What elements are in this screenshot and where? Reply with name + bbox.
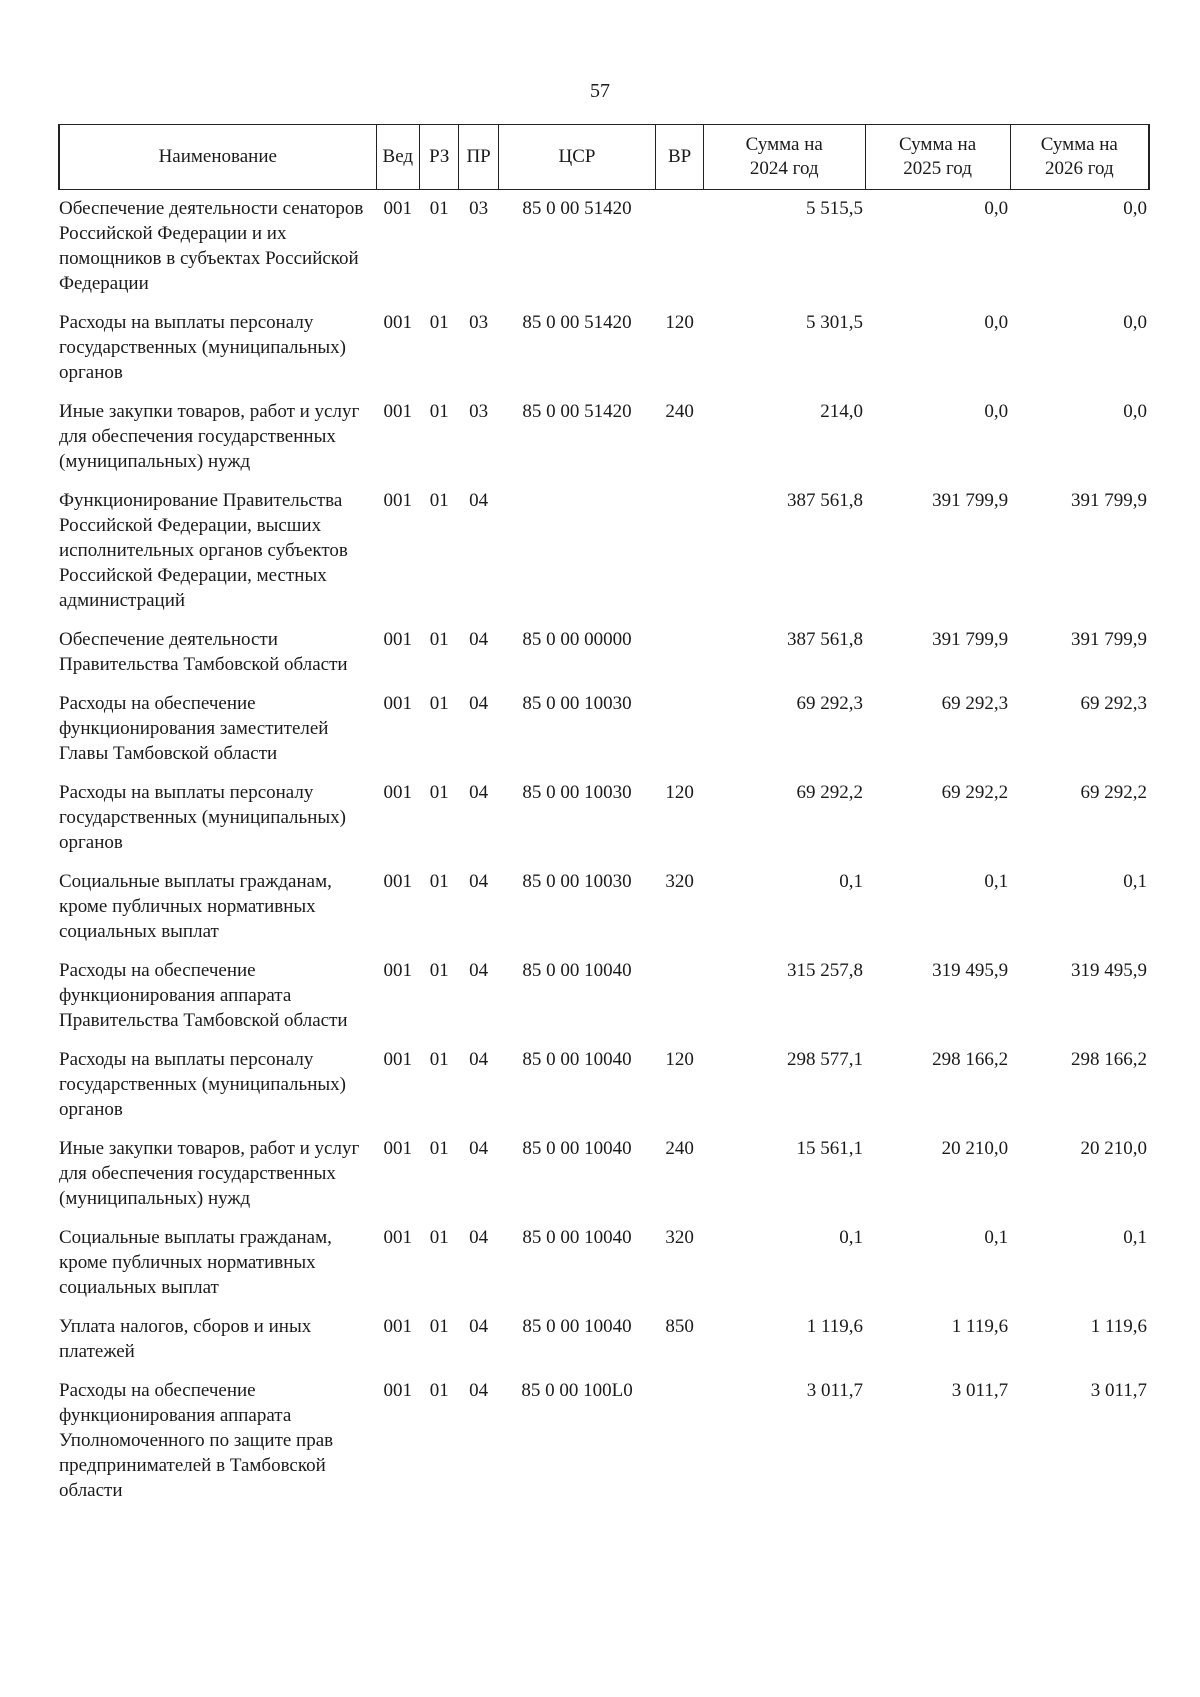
cell-csr: 85 0 00 00000 (522, 629, 632, 650)
cell-rz: 01 (429, 693, 449, 714)
cell-ved: 001 (383, 198, 413, 219)
cell-csr: 85 0 00 10040 (522, 1138, 632, 1159)
cell-vr: 240 (665, 401, 694, 422)
table-row (59, 1130, 1149, 1219)
cell-rz: 01 (429, 1380, 449, 1401)
cell-pr: 04 (469, 693, 489, 714)
header-sum-2025 (865, 125, 1010, 190)
cell-ved: 001 (383, 1316, 413, 1337)
cell-name: Уплата налогов, сборов и иных платежей (59, 1316, 312, 1362)
cell-vr: 120 (665, 1049, 694, 1070)
cell-ved: 001 (383, 312, 413, 333)
header-sum-2025-line2: 2025 год (903, 158, 972, 179)
cell-ved: 001 (383, 1138, 413, 1159)
cell-name: Расходы на обеспечение функционирования аппарата Уполномоченного по защите прав предпринимателей в Тамбовской области (59, 1380, 334, 1501)
cell-pr: 04 (469, 629, 489, 650)
header-sum-2026 (1010, 125, 1149, 190)
table-row (59, 1041, 1149, 1130)
cell-vr (656, 621, 704, 685)
table-body (59, 190, 1149, 1512)
cell-ved: 001 (383, 782, 413, 803)
cell-sum-2025: 1 119,6 (951, 1316, 1009, 1337)
cell-csr: 85 0 00 10040 (522, 960, 632, 981)
page-number: 57 (590, 80, 610, 102)
cell-name: Иные закупки товаров, работ и услуг для обеспечения государственных (муниципальных) нужд (59, 401, 360, 472)
header-sum-2026-line2: 2026 год (1044, 158, 1114, 179)
header-sum-2024-line2: 2024 год (749, 158, 819, 179)
cell-name: Функционирование Правительства Российской Федерации, высших исполнительных органов субъектов Российской Федерации, местных администраций (59, 490, 348, 611)
cell-sum-2024: 0,1 (839, 1227, 864, 1248)
cell-sum-2024: 387 561,8 (787, 490, 864, 511)
cell-ved: 001 (383, 401, 413, 422)
cell-sum-2025: 0,1 (984, 871, 1009, 892)
cell-sum-2024: 3 011,7 (806, 1380, 864, 1401)
cell-pr: 03 (469, 198, 489, 219)
cell-rz: 01 (429, 629, 449, 650)
cell-vr (656, 190, 704, 305)
cell-sum-2026: 298 166,2 (1071, 1049, 1147, 1070)
cell-pr: 03 (469, 312, 489, 333)
header-csr: ЦСР (498, 125, 655, 190)
header-sum-2026-line1: Сумма на (1040, 134, 1118, 155)
cell-vr (656, 952, 704, 1041)
cell-sum-2026: 391 799,9 (1071, 629, 1147, 650)
cell-ved: 001 (383, 629, 413, 650)
table-row (59, 1219, 1149, 1308)
cell-sum-2026: 0,1 (1123, 1227, 1147, 1248)
cell-sum-2024: 69 292,2 (796, 782, 864, 803)
cell-sum-2026: 69 292,2 (1080, 782, 1147, 803)
header-sum-2025-line1: Сумма на (898, 134, 977, 155)
table-row (59, 393, 1149, 482)
cell-rz: 01 (429, 1227, 449, 1248)
cell-sum-2024: 1 119,6 (806, 1316, 864, 1337)
cell-rz: 01 (429, 960, 449, 981)
cell-vr: 320 (665, 871, 694, 892)
cell-ved: 001 (383, 693, 413, 714)
header-sum-2024 (703, 125, 865, 190)
cell-pr: 04 (469, 1380, 489, 1401)
cell-csr: 85 0 00 51420 (522, 198, 632, 219)
cell-csr: 85 0 00 10030 (522, 782, 632, 803)
cell-vr: 240 (665, 1138, 694, 1159)
cell-sum-2025: 319 495,9 (932, 960, 1009, 981)
cell-csr: 85 0 00 100L0 (521, 1380, 633, 1401)
cell-csr: 85 0 00 51420 (522, 312, 632, 333)
cell-sum-2025: 0,0 (984, 401, 1009, 422)
cell-csr (498, 482, 655, 621)
cell-ved: 001 (383, 1227, 413, 1248)
cell-sum-2024: 298 577,1 (787, 1049, 864, 1070)
cell-sum-2025: 0,0 (984, 312, 1009, 333)
cell-pr: 04 (469, 782, 489, 803)
cell-name: Иные закупки товаров, работ и услуг для обеспечения государственных (муниципальных) нужд (59, 1138, 360, 1209)
cell-sum-2024: 5 301,5 (806, 312, 864, 333)
table-row (59, 1372, 1149, 1511)
cell-sum-2026: 69 292,3 (1080, 693, 1147, 714)
table-row (59, 621, 1149, 685)
cell-sum-2025: 0,0 (984, 198, 1009, 219)
cell-sum-2026: 391 799,9 (1071, 490, 1147, 511)
cell-csr: 85 0 00 10030 (522, 693, 632, 714)
cell-name: Обеспечение деятельности Правительства Тамбовской области (59, 629, 348, 675)
cell-sum-2026: 20 210,0 (1080, 1138, 1147, 1159)
cell-vr (656, 685, 704, 774)
header-sum-2024-line1: Сумма на (745, 134, 823, 155)
table-row (59, 1308, 1149, 1372)
cell-vr: 120 (665, 782, 694, 803)
cell-sum-2025: 0,1 (984, 1227, 1009, 1248)
cell-ved: 001 (383, 1049, 413, 1070)
table-row (59, 304, 1149, 393)
cell-vr: 120 (665, 312, 694, 333)
cell-sum-2025: 20 210,0 (941, 1138, 1009, 1159)
cell-sum-2024: 315 257,8 (787, 960, 864, 981)
cell-sum-2024: 5 515,5 (806, 198, 864, 219)
cell-csr: 85 0 00 10030 (522, 871, 632, 892)
cell-name: Расходы на выплаты персоналу государственных (муниципальных) органов (59, 782, 346, 853)
cell-name: Социальные выплаты гражданам, кроме публичных нормативных социальных выплат (59, 871, 332, 942)
table-row (59, 952, 1149, 1041)
header-pr: ПР (459, 125, 498, 190)
cell-sum-2026: 3 011,7 (1090, 1380, 1147, 1401)
cell-vr: 320 (665, 1227, 694, 1248)
cell-csr: 85 0 00 10040 (522, 1227, 632, 1248)
cell-rz: 01 (429, 1049, 449, 1070)
cell-sum-2026: 0,0 (1123, 401, 1147, 422)
cell-name: Расходы на обеспечение функционирования аппарата Правительства Тамбовской области (59, 960, 348, 1031)
cell-rz: 01 (429, 1316, 449, 1337)
cell-pr: 04 (469, 1138, 489, 1159)
cell-ved: 001 (383, 490, 413, 511)
cell-sum-2024: 69 292,3 (796, 693, 864, 714)
cell-name: Обеспечение деятельности сенаторов Российской Федерации и их помощников в субъектах Российской Федерации (59, 198, 364, 294)
cell-vr (656, 1372, 704, 1511)
cell-rz: 01 (429, 1138, 449, 1159)
table-row (59, 685, 1149, 774)
cell-pr: 04 (469, 1316, 489, 1337)
table-row (59, 774, 1149, 863)
cell-sum-2026: 319 495,9 (1071, 960, 1147, 981)
cell-name: Расходы на обеспечение функционирования заместителей Главы Тамбовской области (59, 693, 329, 764)
cell-pr: 04 (469, 871, 489, 892)
cell-ved: 001 (383, 871, 413, 892)
cell-ved: 001 (383, 960, 413, 981)
cell-sum-2025: 69 292,2 (941, 782, 1009, 803)
cell-sum-2025: 298 166,2 (932, 1049, 1009, 1070)
cell-csr: 85 0 00 10040 (522, 1049, 632, 1070)
cell-sum-2024: 214,0 (820, 401, 864, 422)
cell-rz: 01 (429, 198, 449, 219)
cell-pr: 03 (469, 401, 489, 422)
cell-rz: 01 (429, 490, 449, 511)
budget-table (58, 124, 1150, 1511)
cell-sum-2025: 69 292,3 (941, 693, 1009, 714)
cell-sum-2026: 1 119,6 (1090, 1316, 1147, 1337)
cell-pr: 04 (469, 1049, 489, 1070)
header-rz: РЗ (420, 125, 459, 190)
cell-sum-2025: 3 011,7 (951, 1380, 1009, 1401)
cell-vr: 850 (665, 1316, 694, 1337)
cell-csr: 85 0 00 10040 (522, 1316, 632, 1337)
cell-sum-2025: 391 799,9 (932, 490, 1009, 511)
cell-name: Расходы на выплаты персоналу государственных (муниципальных) органов (59, 312, 346, 383)
header-vr: ВР (656, 125, 704, 190)
cell-sum-2024: 0,1 (839, 871, 864, 892)
cell-sum-2024: 387 561,8 (787, 629, 864, 650)
table-row (59, 190, 1149, 305)
table-header-row (59, 125, 1149, 190)
cell-sum-2024: 15 561,1 (796, 1138, 864, 1159)
cell-rz: 01 (429, 782, 449, 803)
cell-name: Расходы на выплаты персоналу государственных (муниципальных) органов (59, 1049, 346, 1120)
cell-rz: 01 (429, 871, 449, 892)
table-row (59, 482, 1149, 621)
cell-sum-2025: 391 799,9 (932, 629, 1009, 650)
cell-rz: 01 (429, 312, 449, 333)
cell-sum-2026: 0,0 (1123, 198, 1147, 219)
cell-csr: 85 0 00 51420 (522, 401, 632, 422)
cell-rz: 01 (429, 401, 449, 422)
cell-name: Социальные выплаты гражданам, кроме публичных нормативных социальных выплат (59, 1227, 332, 1298)
cell-sum-2026: 0,1 (1123, 871, 1147, 892)
table-row (59, 863, 1149, 952)
cell-vr (656, 482, 704, 621)
cell-pr: 04 (469, 1227, 489, 1248)
cell-pr: 04 (469, 960, 489, 981)
cell-sum-2026: 0,0 (1123, 312, 1147, 333)
header-name: Наименование (59, 125, 376, 190)
cell-ved: 001 (383, 1380, 413, 1401)
header-ved: Вед (376, 125, 420, 190)
cell-pr: 04 (469, 490, 489, 511)
